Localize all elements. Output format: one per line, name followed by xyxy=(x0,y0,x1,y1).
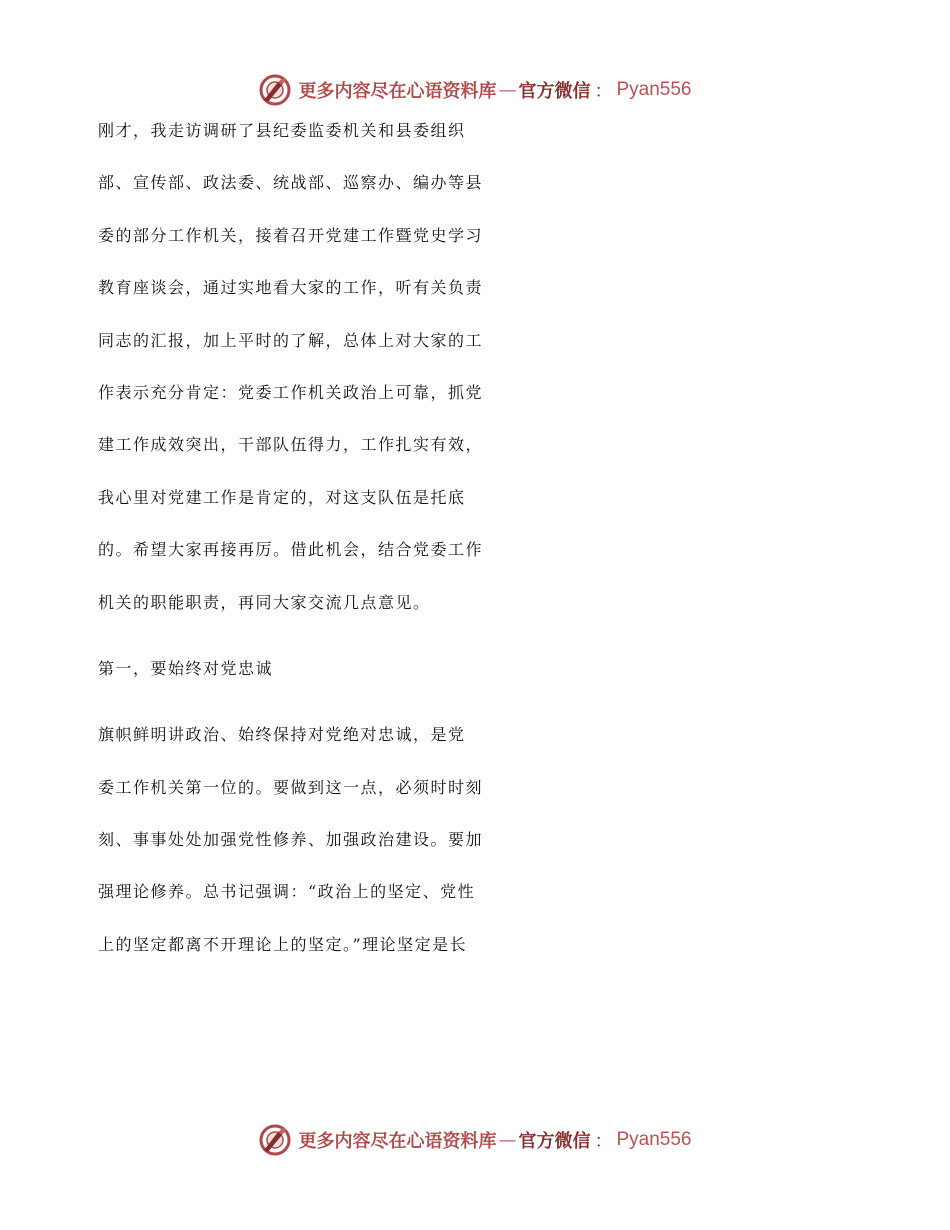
paragraph-2-line: 委工作机关第一位的。要做到这一点，必须时时刻 xyxy=(98,777,484,797)
paragraph-1-line: 建工作成效突出，干部队伍得力，工作扎实有效， xyxy=(98,435,484,455)
watermark-dash: — xyxy=(498,79,517,101)
section-heading-text: 第一，要始终对党忠诚 xyxy=(98,658,274,678)
paragraph-1-line: 部、宣传部、政法委、统战部、巡察办、编办等县 xyxy=(98,173,484,193)
paragraph-1-line: 刚才，我走访调研了县纪委监委机关和县委组织 xyxy=(98,121,466,140)
watermark-logo-icon xyxy=(258,73,292,107)
watermark-wechat-id: Pyan556 xyxy=(616,1129,692,1150)
paragraph-1-line: 机关的职能职责，再同大家交流几点意见。 xyxy=(98,592,431,612)
paragraph-1-line: 教育座谈会，通过实地看大家的工作，听有关负责 xyxy=(98,278,484,298)
watermark-banner-top xyxy=(0,70,950,110)
watermark-wechat-id: Pyan556 xyxy=(616,79,692,100)
paragraph-2-line: 旗帜鲜明讲政治、始终保持对党绝对忠诚，是党 xyxy=(98,725,466,745)
paragraph-2-line: 强理论修养。总书记强调：“政治上的坚定、党性 xyxy=(98,882,476,902)
paragraph-2-line: 刻、事事处处加强党性修养、加强政治建设。要加 xyxy=(98,830,484,850)
paragraph-1-line: 作表示充分肯定：党委工作机关政治上可靠，抓党 xyxy=(98,382,484,402)
watermark-text: 更多内容尽在心语资料库 xyxy=(298,1131,497,1152)
paragraph-1 xyxy=(98,118,848,642)
document-body xyxy=(98,118,848,984)
watermark-text: 更多内容尽在心语资料库 xyxy=(298,81,497,102)
paragraph-1-line: 同志的汇报，加上平时的了解，总体上对大家的工 xyxy=(98,330,484,350)
paragraph-1-line: 我心里对党建工作是肯定的，对这支队伍是托底 xyxy=(98,487,466,507)
watermark-banner-bottom xyxy=(0,1120,950,1160)
watermark-separator: ： xyxy=(594,81,613,102)
paragraph-2 xyxy=(98,722,848,984)
watermark-wechat-label: 官方微信 xyxy=(518,81,591,102)
watermark-logo-icon xyxy=(258,1123,292,1157)
paragraph-2-line: 上的坚定都离不开理论上的坚定。”理论坚定是长 xyxy=(98,934,468,954)
section-heading-1 xyxy=(98,656,848,708)
watermark-separator: ： xyxy=(594,1131,613,1152)
paragraph-1-line: 委的部分工作机关，接着召开党建工作暨党史学习 xyxy=(98,225,484,245)
watermark-dash: — xyxy=(498,1129,517,1151)
paragraph-1-line: 的。希望大家再接再厉。借此机会，结合党委工作 xyxy=(98,540,484,560)
watermark-wechat-label: 官方微信 xyxy=(518,1131,591,1152)
